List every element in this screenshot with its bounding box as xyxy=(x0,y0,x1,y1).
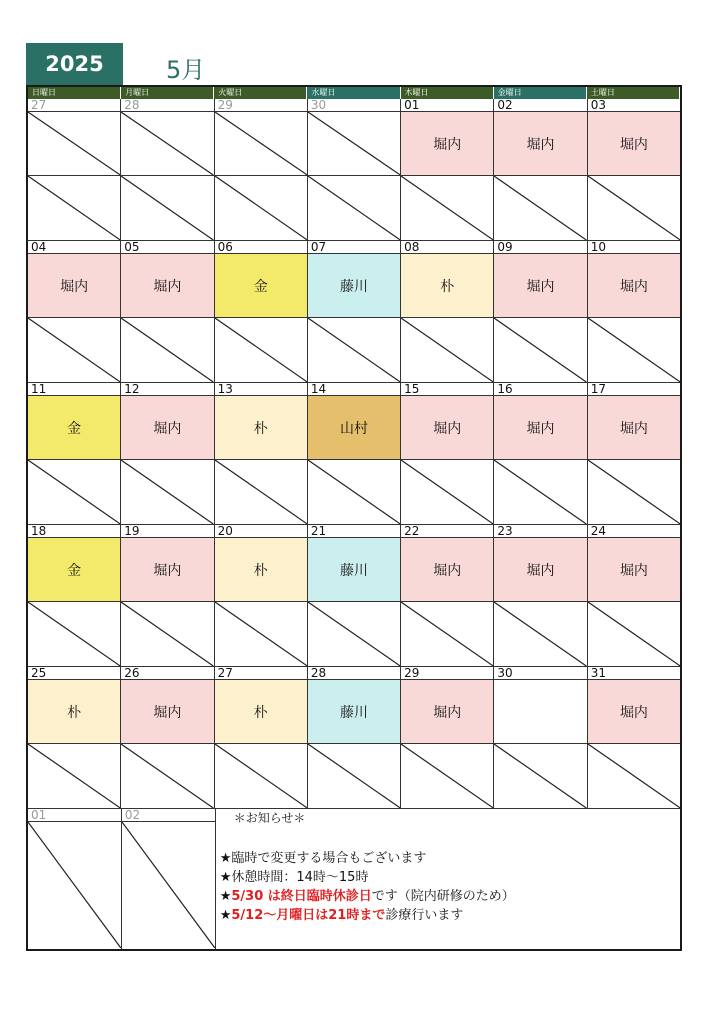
month-label: 5月 xyxy=(166,56,206,84)
slash-icon xyxy=(121,318,213,382)
day-number: 16 xyxy=(494,383,586,396)
doctor-name: 金 xyxy=(67,562,82,579)
slash-icon xyxy=(494,460,586,524)
doctor-slot xyxy=(121,680,213,744)
doctor-slot xyxy=(588,680,680,744)
day-cell xyxy=(28,383,121,524)
slash-icon xyxy=(588,176,680,240)
doctor-name: 朴 xyxy=(253,562,268,579)
empty-slot xyxy=(28,744,120,808)
day-number: 20 xyxy=(215,525,307,538)
doctor-name: 朴 xyxy=(67,704,82,721)
day-number: 29 xyxy=(215,99,307,112)
slash-icon xyxy=(28,602,120,666)
star-mark: ★ xyxy=(219,889,232,904)
day-cell xyxy=(588,383,680,524)
weekday-sun: 日曜日 xyxy=(28,87,121,99)
day-cell xyxy=(494,383,587,524)
empty-slot xyxy=(215,176,307,240)
weekday-thu: 木曜日 xyxy=(401,87,494,99)
empty-slot xyxy=(308,460,400,524)
day-cell xyxy=(401,525,494,666)
day-number: 23 xyxy=(494,525,586,538)
day-number: 03 xyxy=(588,99,680,112)
doctor-slot xyxy=(494,254,586,318)
day-number: 27 xyxy=(28,99,120,112)
doctor-name: 堀内 xyxy=(619,704,648,721)
doctor-name: 堀内 xyxy=(153,420,182,437)
doctor-slot xyxy=(28,538,120,602)
day-number: 10 xyxy=(588,241,680,254)
doctor-slot xyxy=(215,254,307,318)
day-cell xyxy=(28,241,121,382)
slash-icon xyxy=(401,460,493,524)
doctor-slot xyxy=(215,680,307,744)
day-number: 31 xyxy=(588,667,680,680)
day-number: 07 xyxy=(308,241,400,254)
doctor-name: 藤川 xyxy=(339,562,368,579)
slash-icon xyxy=(588,744,680,808)
slash-icon xyxy=(121,744,213,808)
day-number: 30 xyxy=(308,99,400,112)
doctor-name: 堀内 xyxy=(619,136,648,153)
empty-slot xyxy=(122,822,215,948)
day-cell xyxy=(588,99,680,240)
empty-slot xyxy=(401,318,493,382)
star-mark: ★ xyxy=(219,908,232,923)
slash-icon xyxy=(401,318,493,382)
notice-text: 診療行います xyxy=(385,908,464,923)
notice-title: ＊お知らせ＊ xyxy=(233,811,306,825)
final-row xyxy=(28,808,680,949)
notice-line xyxy=(220,906,515,925)
slash-icon xyxy=(494,744,586,808)
empty-slot xyxy=(121,460,213,524)
day-number: 11 xyxy=(28,383,120,396)
doctor-slot xyxy=(28,680,120,744)
slash-icon xyxy=(28,744,120,808)
notice-text: です（院内研修のため） xyxy=(371,889,515,904)
day-cell xyxy=(308,525,401,666)
day-number: 09 xyxy=(494,241,586,254)
doctor-name: 堀内 xyxy=(526,562,555,579)
empty-slot xyxy=(28,822,121,948)
empty-slot xyxy=(588,176,680,240)
year-label: 2025 xyxy=(26,43,123,85)
slash-icon xyxy=(215,602,307,666)
slash-icon xyxy=(308,176,400,240)
slash-icon xyxy=(494,318,586,382)
day-number: 29 xyxy=(401,667,493,680)
empty-slot xyxy=(308,744,400,808)
day-cell xyxy=(494,99,587,240)
empty-slot xyxy=(215,318,307,382)
day-number: 01 xyxy=(401,99,493,112)
empty-slot xyxy=(401,744,493,808)
week-row xyxy=(28,240,680,382)
day-cell xyxy=(28,525,121,666)
slash-icon xyxy=(215,460,307,524)
day-cell xyxy=(494,667,587,808)
empty-slot xyxy=(494,318,586,382)
day-number: 21 xyxy=(308,525,400,538)
slash-icon xyxy=(215,744,307,808)
empty-slot xyxy=(28,460,120,524)
notice-line: ★臨時で変更する場合もございます xyxy=(219,851,427,866)
day-cell xyxy=(494,525,587,666)
empty-slot xyxy=(308,176,400,240)
day-number: 04 xyxy=(28,241,120,254)
day-number: 28 xyxy=(308,667,400,680)
empty-slot xyxy=(588,744,680,808)
doctor-slot xyxy=(308,396,400,460)
empty-slot xyxy=(28,318,120,382)
day-cell xyxy=(308,383,401,524)
doctor-name: 堀内 xyxy=(153,562,182,579)
weekday-sat: 土曜日 xyxy=(587,87,680,99)
doctor-name: 金 xyxy=(67,420,82,437)
slash-icon xyxy=(121,602,213,666)
slash-icon xyxy=(401,744,493,808)
empty-slot xyxy=(308,112,400,176)
empty-slot xyxy=(121,176,213,240)
trailing-day-cell xyxy=(122,809,216,949)
day-number: 28 xyxy=(121,99,213,112)
doctor-name: 堀内 xyxy=(526,278,555,295)
doctor-name: 堀内 xyxy=(526,136,555,153)
doctor-slot xyxy=(215,538,307,602)
doctor-slot xyxy=(494,396,586,460)
doctor-slot xyxy=(494,680,586,744)
weekday-wed: 水曜日 xyxy=(307,87,400,99)
day-cell xyxy=(121,525,214,666)
doctor-name: 堀内 xyxy=(60,278,89,295)
doctor-name: 朴 xyxy=(253,420,268,437)
slash-icon xyxy=(122,822,215,948)
day-cell xyxy=(494,241,587,382)
day-number: 25 xyxy=(28,667,120,680)
day-cell xyxy=(215,383,308,524)
day-cell xyxy=(401,383,494,524)
day-cell xyxy=(28,99,121,240)
day-cell xyxy=(215,525,308,666)
notice-line: ★休憩時間：14時～15時 xyxy=(219,870,369,885)
empty-slot xyxy=(215,112,307,176)
doctor-name: 堀内 xyxy=(153,704,182,721)
slash-icon xyxy=(215,112,307,175)
empty-slot xyxy=(215,744,307,808)
doctor-name: 山村 xyxy=(339,420,368,437)
doctor-slot xyxy=(401,680,493,744)
weekday-tue: 火曜日 xyxy=(214,87,307,99)
empty-slot xyxy=(401,602,493,666)
day-number: 14 xyxy=(308,383,400,396)
doctor-slot xyxy=(588,254,680,318)
slash-icon xyxy=(121,176,213,240)
day-number: 01 xyxy=(28,809,121,822)
slash-icon xyxy=(121,460,213,524)
week-row xyxy=(28,524,680,666)
day-cell xyxy=(401,241,494,382)
empty-slot xyxy=(588,318,680,382)
slash-icon xyxy=(215,318,307,382)
doctor-slot xyxy=(401,538,493,602)
doctor-slot xyxy=(28,396,120,460)
slash-icon xyxy=(401,176,493,240)
day-cell xyxy=(28,667,121,808)
empty-slot xyxy=(121,602,213,666)
empty-slot xyxy=(494,460,586,524)
doctor-name: 朴 xyxy=(440,278,455,295)
empty-slot xyxy=(308,318,400,382)
day-number: 27 xyxy=(215,667,307,680)
slash-icon xyxy=(308,602,400,666)
doctor-slot xyxy=(215,396,307,460)
trailing-day-cell xyxy=(28,809,122,949)
day-cell xyxy=(588,241,680,382)
empty-slot xyxy=(588,460,680,524)
doctor-slot xyxy=(121,538,213,602)
doctor-slot xyxy=(308,680,400,744)
day-number: 15 xyxy=(401,383,493,396)
day-number: 08 xyxy=(401,241,493,254)
day-cell xyxy=(588,667,680,808)
slash-icon xyxy=(588,460,680,524)
doctor-name: 堀内 xyxy=(433,562,462,579)
slash-icon xyxy=(588,602,680,666)
week-row xyxy=(28,666,680,808)
slash-icon xyxy=(28,822,121,948)
empty-slot xyxy=(401,176,493,240)
doctor-slot xyxy=(28,254,120,318)
day-cell xyxy=(121,99,214,240)
day-number: 22 xyxy=(401,525,493,538)
slash-icon xyxy=(401,602,493,666)
empty-slot xyxy=(121,318,213,382)
doctor-name: 堀内 xyxy=(433,420,462,437)
doctor-slot xyxy=(401,112,493,176)
empty-slot xyxy=(215,602,307,666)
doctor-name: 堀内 xyxy=(619,562,648,579)
day-number: 30 xyxy=(494,667,586,680)
slash-icon xyxy=(494,176,586,240)
doctor-slot xyxy=(588,396,680,460)
day-cell xyxy=(121,241,214,382)
empty-slot xyxy=(494,602,586,666)
empty-slot xyxy=(28,602,120,666)
doctor-slot xyxy=(588,112,680,176)
notice-panel xyxy=(216,809,680,949)
day-number: 26 xyxy=(121,667,213,680)
doctor-slot xyxy=(588,538,680,602)
day-cell xyxy=(308,99,401,240)
slash-icon xyxy=(308,460,400,524)
doctor-name: 堀内 xyxy=(153,278,182,295)
empty-slot xyxy=(121,112,213,176)
day-cell xyxy=(121,383,214,524)
empty-slot xyxy=(494,744,586,808)
day-number: 17 xyxy=(588,383,680,396)
empty-slot xyxy=(28,176,120,240)
doctor-name: 藤川 xyxy=(339,704,368,721)
day-cell xyxy=(308,241,401,382)
doctor-name: 朴 xyxy=(253,704,268,721)
doctor-slot xyxy=(121,254,213,318)
day-number: 05 xyxy=(121,241,213,254)
doctor-name: 堀内 xyxy=(526,420,555,437)
day-number: 02 xyxy=(494,99,586,112)
notice-line xyxy=(220,887,515,906)
weeks-container xyxy=(28,99,680,808)
slash-icon xyxy=(494,602,586,666)
day-number: 06 xyxy=(215,241,307,254)
empty-slot xyxy=(308,602,400,666)
doctor-name: 藤川 xyxy=(339,278,368,295)
doctor-name: 堀内 xyxy=(433,136,462,153)
day-cell xyxy=(215,99,308,240)
day-cell xyxy=(401,667,494,808)
day-cell xyxy=(215,667,308,808)
hours-notice: 5/12～月曜日は21時まで xyxy=(231,908,386,923)
doctor-slot xyxy=(494,538,586,602)
slash-icon xyxy=(588,318,680,382)
slash-icon xyxy=(121,112,213,175)
day-number: 24 xyxy=(588,525,680,538)
slash-icon xyxy=(28,318,120,382)
doctor-slot xyxy=(401,254,493,318)
empty-slot xyxy=(28,112,120,176)
empty-slot xyxy=(215,460,307,524)
week-row xyxy=(28,99,680,240)
weekday-mon: 月曜日 xyxy=(121,87,214,99)
empty-slot xyxy=(401,460,493,524)
doctor-name: 堀内 xyxy=(433,704,462,721)
day-cell xyxy=(308,667,401,808)
day-cell xyxy=(401,99,494,240)
doctor-slot xyxy=(308,538,400,602)
empty-slot xyxy=(494,176,586,240)
day-number: 13 xyxy=(215,383,307,396)
empty-slot xyxy=(588,602,680,666)
day-cell xyxy=(121,667,214,808)
day-number: 18 xyxy=(28,525,120,538)
week-row xyxy=(28,382,680,524)
doctor-slot xyxy=(494,112,586,176)
doctor-name: 金 xyxy=(253,278,268,295)
slash-icon xyxy=(308,318,400,382)
day-cell xyxy=(215,241,308,382)
doctor-name: 堀内 xyxy=(619,278,648,295)
slash-icon xyxy=(28,112,120,175)
weekday-fri: 金曜日 xyxy=(494,87,587,99)
doctor-slot xyxy=(121,396,213,460)
day-number: 19 xyxy=(121,525,213,538)
day-number: 12 xyxy=(121,383,213,396)
doctor-slot xyxy=(308,254,400,318)
day-number: 02 xyxy=(122,809,215,822)
slash-icon xyxy=(215,176,307,240)
slash-icon xyxy=(28,176,120,240)
empty-slot xyxy=(121,744,213,808)
closure-notice: 5/30 は終日臨時休診日 xyxy=(231,889,372,904)
calendar-grid xyxy=(26,85,682,951)
slash-icon xyxy=(308,744,400,808)
doctor-name: 堀内 xyxy=(619,420,648,437)
slash-icon xyxy=(308,112,400,175)
notice-lines xyxy=(220,849,515,925)
day-cell xyxy=(588,525,680,666)
doctor-slot xyxy=(401,396,493,460)
slash-icon xyxy=(28,460,120,524)
